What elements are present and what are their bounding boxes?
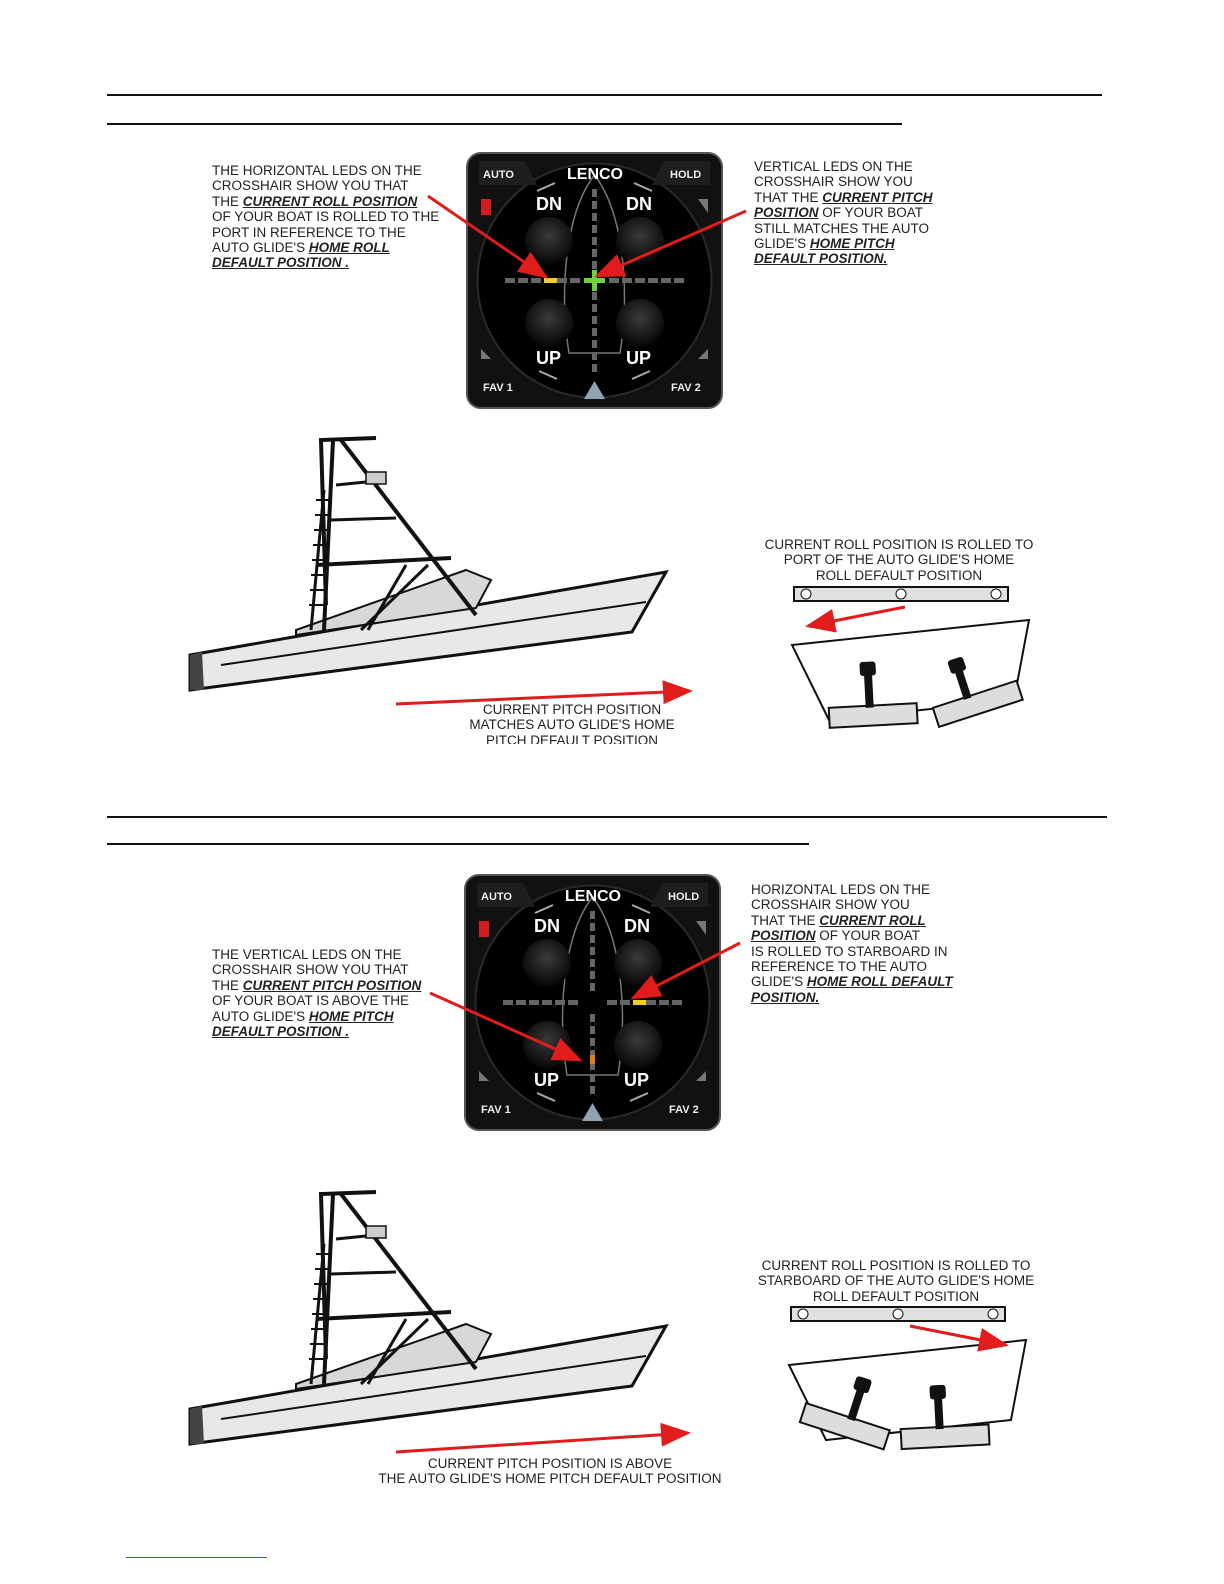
s1-fav1-label: FAV 1 — [483, 382, 513, 394]
s2-brand-label: LENCO — [565, 888, 621, 905]
s2-auto-label: AUTO — [481, 891, 512, 903]
s1-roll-caption: CURRENT ROLL POSITION IS ROLLED TO PORT OF THE AUTO GLIDE'S HOME ROLL DEFAULT POSITION — [764, 537, 1034, 583]
s1-boat-side-view — [190, 438, 666, 690]
s1-dn-right-label: DN — [626, 194, 652, 214]
s1-roll-port-arrow — [808, 607, 905, 626]
s1-control-panel — [467, 153, 722, 408]
s1-left-note: THE HORIZONTAL LEDS ON THE CROSSHAIR SHOW YOU THAT THE CURRENT ROLL POSITION OF YOUR BOAT IS ROLLED TO THE PORT IN REFERENCE TO THE AUTO GLIDE'S HOME ROLL DEFAULT POSITION . — [212, 163, 440, 271]
s1-pitch-caption: CURRENT PITCH POSITION MATCHES AUTO GLIDE'S HOME PITCH DEFAULT POSITION — [469, 702, 675, 744]
s1-pitch-led-green — [592, 270, 597, 291]
s2-roll-led-yellow — [633, 1000, 646, 1005]
s1-up-left-label: UP — [536, 348, 562, 368]
s1-dn-left-label: DN — [536, 194, 562, 214]
s2-roll-caption: CURRENT ROLL POSITION IS ROLLED TO STARBOARD OF THE AUTO GLIDE'S HOME ROLL DEFAULT POSITION — [757, 1258, 1035, 1304]
s2-dn-left-label: DN — [534, 916, 560, 936]
s2-pitch-caption: CURRENT PITCH POSITION IS ABOVE THE AUTO GLIDE'S HOME PITCH DEFAULT POSITION — [378, 1456, 722, 1483]
s2-fav2-label: FAV 2 — [669, 1104, 699, 1116]
s2-right-note: HORIZONTAL LEDS ON THE CROSSHAIR SHOW YOU THAT THE CURRENT ROLL POSITION OF YOUR BOAT IS ROLLED TO STARBOARD IN REFERENCE TO THE AUTO GLIDE'S HOME ROLL DEFAULT POSITION. — [751, 882, 953, 1005]
s2-left-note: THE VERTICAL LEDS ON THE CROSSHAIR SHOW YOU THAT THE CURRENT PITCH POSITION OF YOUR BOAT IS ABOVE THE AUTO GLIDE'S HOME PITCH DEFAULT POSITION . — [212, 947, 422, 1040]
s1-transom-view — [792, 587, 1029, 728]
s2-hold-label: HOLD — [668, 891, 700, 903]
s1-fav2-label: FAV 2 — [671, 382, 701, 394]
s1-up-right-label: UP — [626, 348, 652, 368]
s2-transom-view — [789, 1307, 1026, 1449]
s1-hold-label: HOLD — [670, 169, 702, 181]
s2-up-left-label: UP — [534, 1070, 560, 1090]
s2-boat-side-view — [190, 1192, 666, 1444]
s1-auto-label: AUTO — [483, 169, 514, 181]
s2-control-panel — [465, 875, 720, 1130]
s2-up-right-label: UP — [624, 1070, 650, 1090]
s2-dn-right-label: DN — [624, 916, 650, 936]
s1-right-note: VERTICAL LEDS ON THE CROSSHAIR SHOW YOU THAT THE CURRENT PITCH POSITION OF YOUR BOAT STILL MATCHES THE AUTO GLIDE'S HOME PITCH DEFAULT POSITION. — [754, 159, 933, 267]
s1-pitch-level-arrow — [396, 691, 690, 704]
s2-pitch-led-orange — [590, 1055, 595, 1064]
s1-roll-led-yellow — [544, 278, 557, 283]
s1-brand-label: LENCO — [567, 166, 623, 183]
s2-fav1-label: FAV 1 — [481, 1104, 511, 1116]
s2-roll-starboard-arrow — [910, 1326, 1006, 1345]
s2-pitch-up-arrow — [396, 1433, 688, 1452]
